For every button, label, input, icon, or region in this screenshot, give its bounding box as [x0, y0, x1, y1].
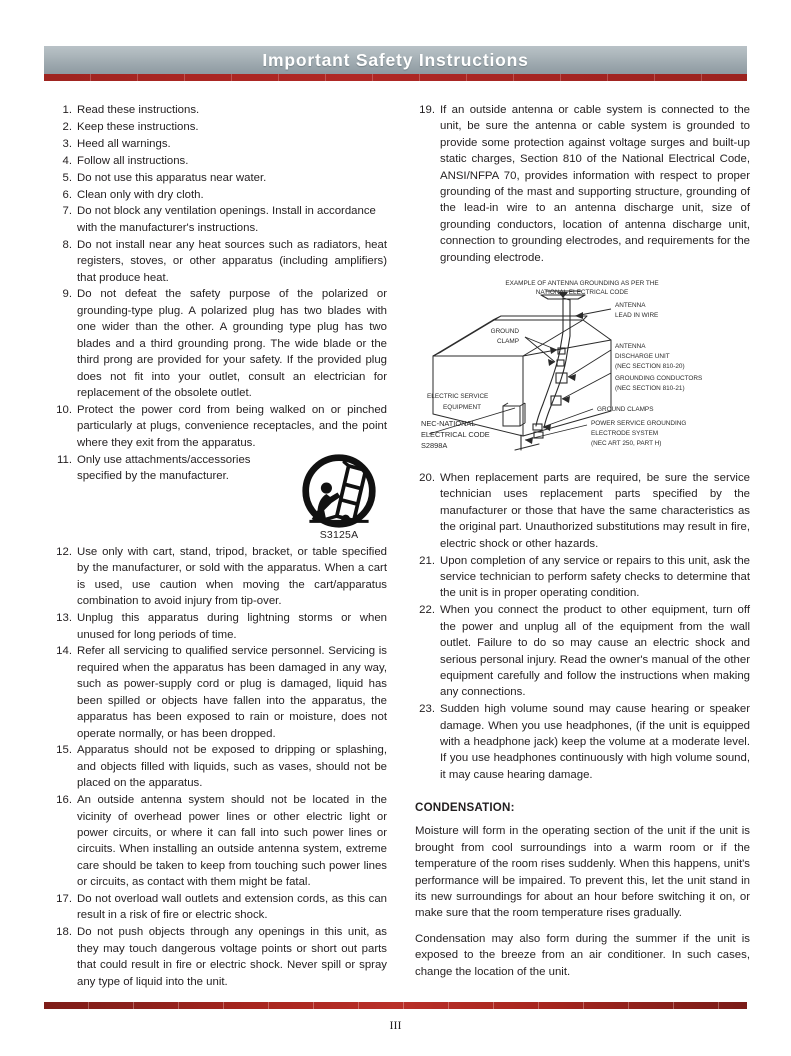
- list-item: [52, 610, 387, 643]
- list-item-text: Use only with cart, stand, tripod, bracket, or table specified by the manufacturer, or sold with the apparatus. When a cart is used, use caution when moving the cart/apparatus combination to avoid injury from tip-over.: [77, 546, 387, 608]
- label-discharge-line3: (NEC SECTION 810-20): [615, 363, 685, 371]
- label-conductors-line2: (NEC SECTION 810-21): [615, 385, 685, 393]
- list-item: [415, 701, 750, 783]
- list-item-text: Read these instructions.: [77, 104, 200, 116]
- label-ground-clamp-line1: GROUND: [490, 328, 519, 336]
- list-item-number: 9.: [62, 288, 72, 301]
- list-item: [52, 170, 387, 186]
- list-item-text: An outside antenna system should not be located in the vicinity of overhead power lines or other electric light or power circuits, or where it can fall into such power lines or circuits. When installing an outside antenna system, extreme care should be taken to keep from touching such power lines or circuits, as contact with them might be fatal.: [77, 794, 387, 889]
- antenna-grounding-diagram: [415, 278, 750, 456]
- footer-red-rule: [44, 1002, 747, 1009]
- list-item-number: 6.: [62, 188, 72, 201]
- label-antenna-lead-in-line2: LEAD IN WIRE: [615, 312, 659, 320]
- page-title: Important Safety Instructions: [262, 49, 529, 70]
- cart-symbol-code: S3125A: [319, 529, 359, 542]
- list-item-text: Do not overload wall outlets and extension cords, as this can result in a risk of fire or electric shock.: [77, 893, 387, 922]
- list-item: [52, 924, 387, 990]
- list-item-number: 17.: [56, 893, 72, 906]
- page-header: [44, 46, 747, 82]
- label-power-service-line2: ELECTRODE SYSTEM: [591, 430, 659, 438]
- list-item-number: 5.: [62, 171, 72, 184]
- list-item-text: Sudden high volume sound may cause hearing or speaker damage. When you use headphones, (if the unit is equipped with a headphone jack) keep the volume at a moderate level. If you use headphones continuously with high volume sound, it may cause hearing damage.: [440, 703, 750, 781]
- list-item-text: When you connect the product to other equipment, turn off the power and unplug all of the equipment from the wall outlet. Failure to do so may cause an electric shock and serious personal injury. Read the owner's manual of the other equipment carefully and follow the instructions when making any connections.: [440, 604, 750, 699]
- condensation-paragraph: Moisture will form in the operating section of the unit if the unit is brought from cool surroundings into a warm room or if the temperature of the room rises suddenly. When this happens, unit's performance will be impaired. To prevent this, let the unit stand in its new surroundings for about an hour before switching it on, or make sure that the room temperature rises gradually.: [415, 825, 750, 920]
- list-item-number: 8.: [62, 238, 72, 251]
- list-item-text: When replacement parts are required, be sure the service technician uses replacement parts specified by the manufacturer or those that have the same characteristics as the original part. Unauthorized substitutions may result in fire, electric shock or other hazards.: [440, 472, 750, 550]
- list-item: [52, 402, 387, 451]
- list-item-text: If an outside antenna or cable system is connected to the unit, be sure the antenna or cable system is grounded to provide some protection against voltage surges and built-up static charges, Section 810 of the National Electrical Code, ANSI/NFPA 70, provides information with respect to proper grounding of the mast and supporting structure, grounding of the lead-in wire to an antenna discharge unit, size of grounding conductors, location of antenna discharge unit, connection to grounding electrodes, and requirements for the grounding electrode.: [440, 104, 750, 264]
- list-item-text: Refer all servicing to qualified service personnel. Servicing is required when the apparatus has been damaged in any way, such as power-supply cord or plug is damaged, liquid has been spilled or objects have fallen into the apparatus, the apparatus has been exposed to rain or moisture, does not operate normally, or has been dropped.: [77, 645, 387, 740]
- list-item-text: Clean only with dry cloth.: [77, 188, 204, 201]
- list-item: [415, 553, 750, 602]
- list-item-number: 4.: [62, 154, 72, 167]
- list-item-number: 1.: [62, 104, 72, 116]
- list-item-number: 20.: [419, 472, 435, 485]
- page-number: III: [389, 1018, 402, 1032]
- label-electric-service-line1: ELECTRIC SERVICE: [427, 393, 489, 401]
- list-item-text: [77, 452, 387, 544]
- list-item: [52, 203, 387, 236]
- list-item-number: 14.: [56, 645, 72, 658]
- list-item: [415, 470, 750, 552]
- label-nec-line2: ELECTRICAL CODE: [421, 430, 490, 440]
- list-item-number: 12.: [56, 546, 72, 559]
- list-item: [52, 153, 387, 169]
- list-item: [415, 102, 750, 266]
- list-item-number: 2.: [62, 120, 72, 133]
- label-power-service-line1: POWER SERVICE GROUNDING: [591, 420, 687, 428]
- header-bar: [44, 46, 747, 74]
- list-item-number: 22.: [419, 604, 435, 617]
- list-item-number: 21.: [419, 554, 435, 567]
- list-item-text: Do not install near any heat sources such as radiators, heat registers, stoves, or other apparatus (including amplifiers) that produce heat.: [77, 238, 387, 284]
- list-item: [52, 891, 387, 924]
- list-item-number: 10.: [56, 403, 72, 416]
- antenna-grounding-illustration: [415, 278, 750, 456]
- diagram-title-line2: NATIONAL ELECTRICAL CODE: [535, 289, 629, 297]
- label-power-service-line3: (NEC ART 250, PART H): [591, 440, 662, 448]
- list-item: [52, 452, 387, 544]
- list-item: [52, 544, 387, 610]
- list-item-number: 18.: [56, 926, 72, 939]
- list-item-text: Unplug this apparatus during lightning storms or when unused for long periods of time.: [77, 612, 387, 641]
- list-item: [415, 602, 750, 700]
- list-item: [52, 136, 387, 152]
- list-item: [52, 187, 387, 203]
- label-electric-service-line2: EQUIPMENT: [443, 404, 481, 412]
- condensation-heading: CONDENSATION:: [415, 801, 515, 815]
- left-column: [52, 102, 387, 991]
- list-item-number: 7.: [62, 205, 72, 218]
- list-item-body-text: Only use attachments/accessories specified by the manufacturer.: [77, 453, 251, 482]
- list-item-text: Do not defeat the safety purpose of the polarized or grounding-type plug. A polarized plug has two blades with one wider than the other. A grounding type plug has two blades and a third grounding prong. The wide blade or the third prong are provided for your safety. If the provided plug does not fit into your outlet, consult an electrician for replacement of the obsolete outlet.: [77, 288, 387, 399]
- label-nec-line1: NEC-NATIONAL: [421, 419, 476, 429]
- list-item-text: Apparatus should not be exposed to dripping or splashing, and objects filled with liquids, such as vases, should not be placed on the apparatus.: [77, 744, 387, 790]
- label-discharge-line1: ANTENNA: [615, 343, 646, 351]
- right-column: [415, 102, 750, 989]
- label-nec-line3: S2898A: [421, 441, 448, 451]
- list-item-text: Protect the power cord from being walked on or pinched particularly at plugs, convenience receptacles, and the point where they exit from the apparatus.: [77, 403, 387, 449]
- list-item-number: 16.: [56, 794, 72, 807]
- list-item: [52, 643, 387, 741]
- list-item-text: Follow all instructions.: [77, 154, 189, 167]
- label-antenna-lead-in-line1: ANTENNA: [615, 302, 646, 310]
- list-item-number: 13.: [56, 612, 72, 625]
- list-item: [52, 119, 387, 135]
- list-item: [52, 742, 387, 791]
- label-conductors-line1: GROUNDING CONDUCTORS: [615, 375, 703, 383]
- list-item: [52, 102, 387, 118]
- list-item-number: 19.: [419, 104, 435, 116]
- list-item-number: 11.: [57, 453, 72, 466]
- list-item: [52, 792, 387, 890]
- cart-tip-over-warning-icon: [302, 454, 376, 528]
- list-item-number: 15.: [56, 744, 72, 757]
- label-ground-clamp-line2: CLAMP: [496, 338, 519, 346]
- list-item-text: Upon completion of any service or repairs to this unit, ask the service technician to perform safety checks to determine that the unit is in proper operating condition.: [440, 554, 750, 600]
- list-item: [52, 286, 387, 401]
- list-item: [52, 237, 387, 286]
- list-item-text: Do not push objects through any openings in this unit, as they may touch dangerous voltage points or short out parts that could result in fire or electric shock. Never spill or spray any type of liquid into the unit.: [77, 926, 387, 988]
- condensation-paragraph: Condensation may also form during the summer if the unit is exposed to the breeze from an air conditioner. In such cases, change the location of the unit.: [415, 932, 750, 978]
- list-item-text: Do not use this apparatus near water.: [77, 171, 267, 184]
- label-ground-clamps: GROUND CLAMPS: [597, 406, 654, 414]
- list-item-text: Heed all warnings.: [77, 137, 171, 150]
- diagram-title-line1: EXAMPLE OF ANTENNA GROUNDING AS PER THE: [505, 280, 659, 288]
- list-item-text: Keep these instructions.: [77, 120, 199, 133]
- list-item-text: Do not block any ventilation openings. Install in accordance with the manufacturer's instructions.: [77, 205, 376, 234]
- label-discharge-line2: DISCHARGE UNIT: [615, 353, 670, 361]
- list-item-number: 23.: [419, 703, 435, 716]
- cart-tip-over-figure: [291, 454, 387, 542]
- header-red-rule: [44, 74, 747, 81]
- list-item-number: 3.: [62, 137, 72, 150]
